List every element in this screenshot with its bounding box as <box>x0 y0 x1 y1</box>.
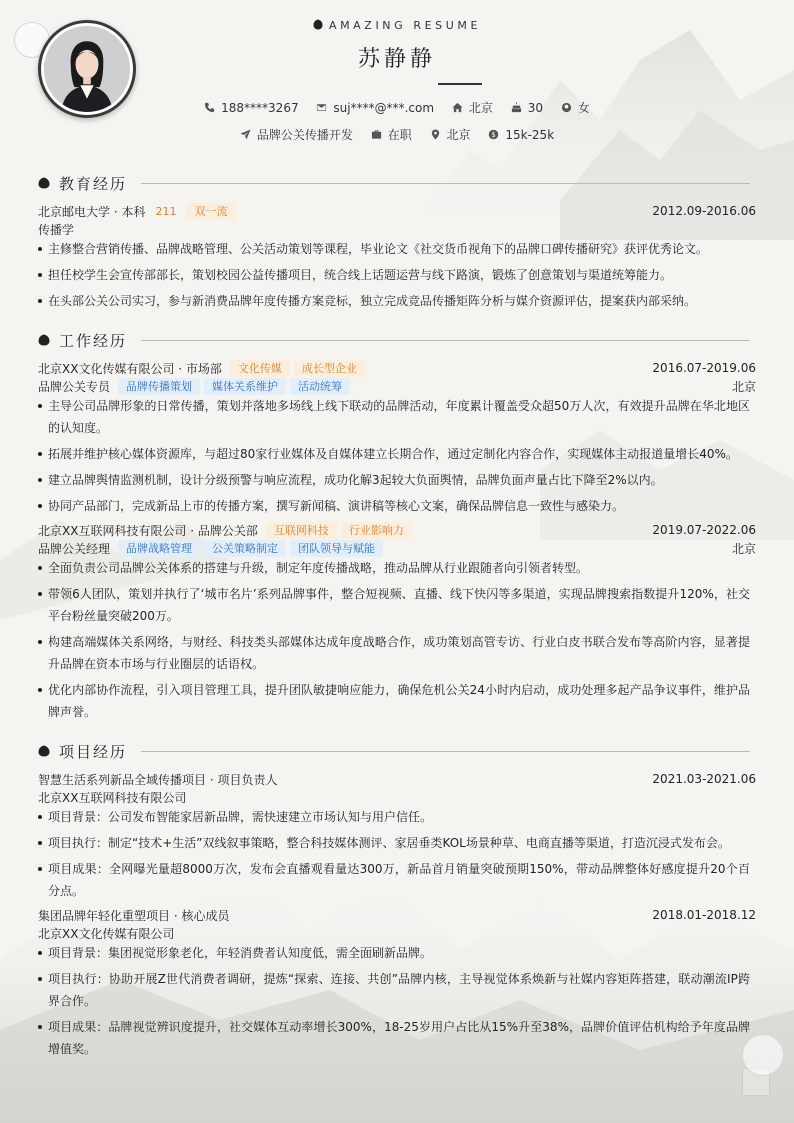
project-org: 北京XX文化传媒有限公司 <box>38 926 175 941</box>
position-title: 品牌公关专员 <box>38 379 111 394</box>
section-rule <box>141 751 750 752</box>
skill-tag: 品牌传播策划 <box>118 378 200 395</box>
school-tag: 双一流 <box>186 203 235 220</box>
resume-tagline <box>0 19 794 32</box>
location-icon <box>430 129 441 140</box>
position-title: 品牌公关经理 <box>38 541 111 556</box>
job-intent-row <box>0 126 794 143</box>
skill-tag: 品牌战略管理 <box>118 540 200 557</box>
list-item: 优化内部协作流程，引入项目管理工具，提升团队敏捷响应能力，确保危机公关24小时内启动，成功处理多起产品争议事件，维护品牌声誉。 <box>38 679 750 723</box>
project-entry-head <box>38 770 756 788</box>
project-name: 智慧生活系列新品全域传播项目 · 项目负责人 <box>38 772 278 787</box>
list-item: 项目背景：集团视觉形象老化，年轻消费者认知度低，需全面刷新品牌。 <box>38 942 750 964</box>
contact-age: 30 <box>511 101 543 115</box>
section-title-work: 工作经历 <box>59 331 128 350</box>
education-entry-head <box>38 202 756 220</box>
education-date: 2012.09-2016.06 <box>652 204 756 218</box>
project-entry-head <box>38 906 756 924</box>
list-item: 带领6人团队，策划并执行了‘城市名片’系列品牌事件，整合短视频、直播、线下快闪等多渠道，实现品牌搜索指数提升120%，社交平台粉丝量突破200万。 <box>38 583 750 627</box>
project-name: 集团品牌年轻化重塑项目 · 核心成员 <box>38 908 230 923</box>
list-item: 担任校学生会宣传部部长，策划校园公益传播项目，统合线上话题运营与线下路演，锻炼了创意策划与渠道统筹能力。 <box>38 264 750 286</box>
list-item: 建立品牌舆情监测机制，设计分级预警与响应流程，成功化解3起较大负面舆情，品牌负面声量占比下降至2%以内。 <box>38 469 750 491</box>
contact-email: suj****@***.com <box>316 101 434 115</box>
gender-icon <box>561 102 572 113</box>
candidate-name: 苏静静 <box>357 47 436 72</box>
section-projects <box>38 741 750 761</box>
contact-phone: 188****3267 <box>204 101 298 115</box>
list-item: 项目成果：全网曝光量超8000万次，发布会直播观看量达300万，新品首月销量突破预期150%，带动品牌整体好感度提升20个百分点。 <box>38 858 750 902</box>
tagline-text: AMAZING RESUME <box>328 19 482 32</box>
intent-salary: $ 15k-25k <box>488 128 554 142</box>
company-tag: 互联网科技 <box>266 522 337 539</box>
skill-tag: 媒体关系维护 <box>204 378 286 395</box>
section-education <box>38 173 750 193</box>
list-item: 拓展并维护核心媒体资源库，与超过80家行业媒体及自媒体建立长期合作，通过定制化内容合作，实现媒体主动报道量增长40%。 <box>38 443 750 465</box>
major: 传播学 <box>38 222 75 237</box>
list-item: 项目执行：制定“技术+生活”双线叙事策略，整合科技媒体测评、家居垂类KOL场景种草、电商直播等渠道，打造沉浸式发布会。 <box>38 832 750 854</box>
skill-tag: 公关策略制定 <box>204 540 286 557</box>
skill-tag: 团队领导与赋能 <box>290 540 383 557</box>
list-item: 主修整合营销传播、品牌战略管理、公关活动策划等课程，毕业论文《社交货币视角下的品牌口碑传播研究》获评优秀论文。 <box>38 238 750 260</box>
section-rule <box>141 183 750 184</box>
section-rule <box>141 340 750 341</box>
school-name: 北京邮电大学 · 本科 <box>38 204 146 219</box>
ink-drop-icon <box>38 745 50 757</box>
section-title-education: 教育经历 <box>59 174 128 193</box>
job-position-row <box>38 539 756 557</box>
job-city: 北京 <box>731 541 756 556</box>
company-name: 北京XX互联网科技有限公司 · 品牌公关部 <box>38 523 258 538</box>
company-tag: 文化传媒 <box>230 360 290 377</box>
ink-drop-icon <box>38 177 50 189</box>
project-date: 2021.03-2021.06 <box>652 772 756 786</box>
ink-seal-decoration <box>742 1034 784 1076</box>
list-item: 项目执行：协助开展Z世代消费者调研，提炼“探索、连接、共创”品牌内核，主导视觉体系焕新与社媒内容矩阵搭建，联动潮流IP跨界合作。 <box>38 968 750 1012</box>
list-item: 在头部公关公司实习，参与新消费品牌年度传播方案竞标，独立完成竞品传播矩阵分析与媒介资源评估，提案获内部采纳。 <box>38 290 750 312</box>
ink-drop-icon <box>313 19 323 30</box>
section-title-projects: 项目经历 <box>59 742 128 761</box>
intent-position: 品牌公关传播开发 <box>240 126 353 143</box>
job-city: 北京 <box>731 379 756 394</box>
contact-gender: 女 <box>561 99 590 116</box>
job-entry-head <box>38 359 756 377</box>
company-name: 北京XX文化传媒有限公司 · 市场部 <box>38 361 222 376</box>
skill-tag: 活动统筹 <box>290 378 350 395</box>
mail-icon <box>316 102 327 113</box>
contact-home: 北京 <box>452 99 493 116</box>
list-item: 协同产品部门，完成新品上市的传播方案，撰写新闻稿、演讲稿等核心文案，确保品牌信息一致性与感染力。 <box>38 495 750 517</box>
home-icon <box>452 102 463 113</box>
company-tag: 成长型企业 <box>294 360 365 377</box>
salary-icon <box>488 129 499 140</box>
job-date: 2016.07-2019.06 <box>652 361 756 375</box>
project-org-row <box>38 924 756 942</box>
school-tag: 211 <box>155 204 177 218</box>
list-item: 主导公司品牌形象的日常传播，策划并落地多场线上线下联动的品牌活动，年度累计覆盖受众超50万人次，有效提升品牌在华北地区的认知度。 <box>38 395 750 439</box>
project-org: 北京XX互联网科技有限公司 <box>38 790 187 805</box>
list-item: 项目成果：品牌视觉辨识度提升，社交媒体互动率增长300%，18-25岁用户占比从15%升至38%，品牌价值评估机构给予年度品牌增值奖。 <box>38 1016 750 1060</box>
project-org-row <box>38 788 756 806</box>
education-major-row <box>38 220 756 238</box>
contact-row <box>0 99 794 116</box>
svg-text:$: $ <box>491 130 497 139</box>
list-item: 构建高端媒体关系网络，与财经、科技类头部媒体达成年度战略合作，成功策划高管专访、行业白皮书联合发布等高阶内容，显著提升品牌在资本市场与行业圈层的话语权。 <box>38 631 750 675</box>
briefcase-icon <box>371 129 382 140</box>
send-icon <box>240 129 251 140</box>
list-item: 项目背景：公司发布智能家居新品牌，需快速建立市场认知与用户信任。 <box>38 806 750 828</box>
job-position-row <box>38 377 756 395</box>
intent-status: 在职 <box>371 126 412 143</box>
job-date: 2019.07-2022.06 <box>652 523 756 537</box>
name-divider <box>438 83 482 85</box>
intent-city: 北京 <box>430 126 471 143</box>
job-entry-head <box>38 521 756 539</box>
project-date: 2018.01-2018.12 <box>652 908 756 922</box>
list-item: 全面负责公司品牌公关体系的搭建与升级，制定年度传播战略，推动品牌从行业跟随者向引领者转型。 <box>38 557 750 579</box>
section-work <box>38 330 750 350</box>
company-tag: 行业影响力 <box>341 522 412 539</box>
cake-icon <box>511 102 522 113</box>
phone-icon <box>204 102 215 113</box>
ink-drop-icon <box>38 334 50 346</box>
